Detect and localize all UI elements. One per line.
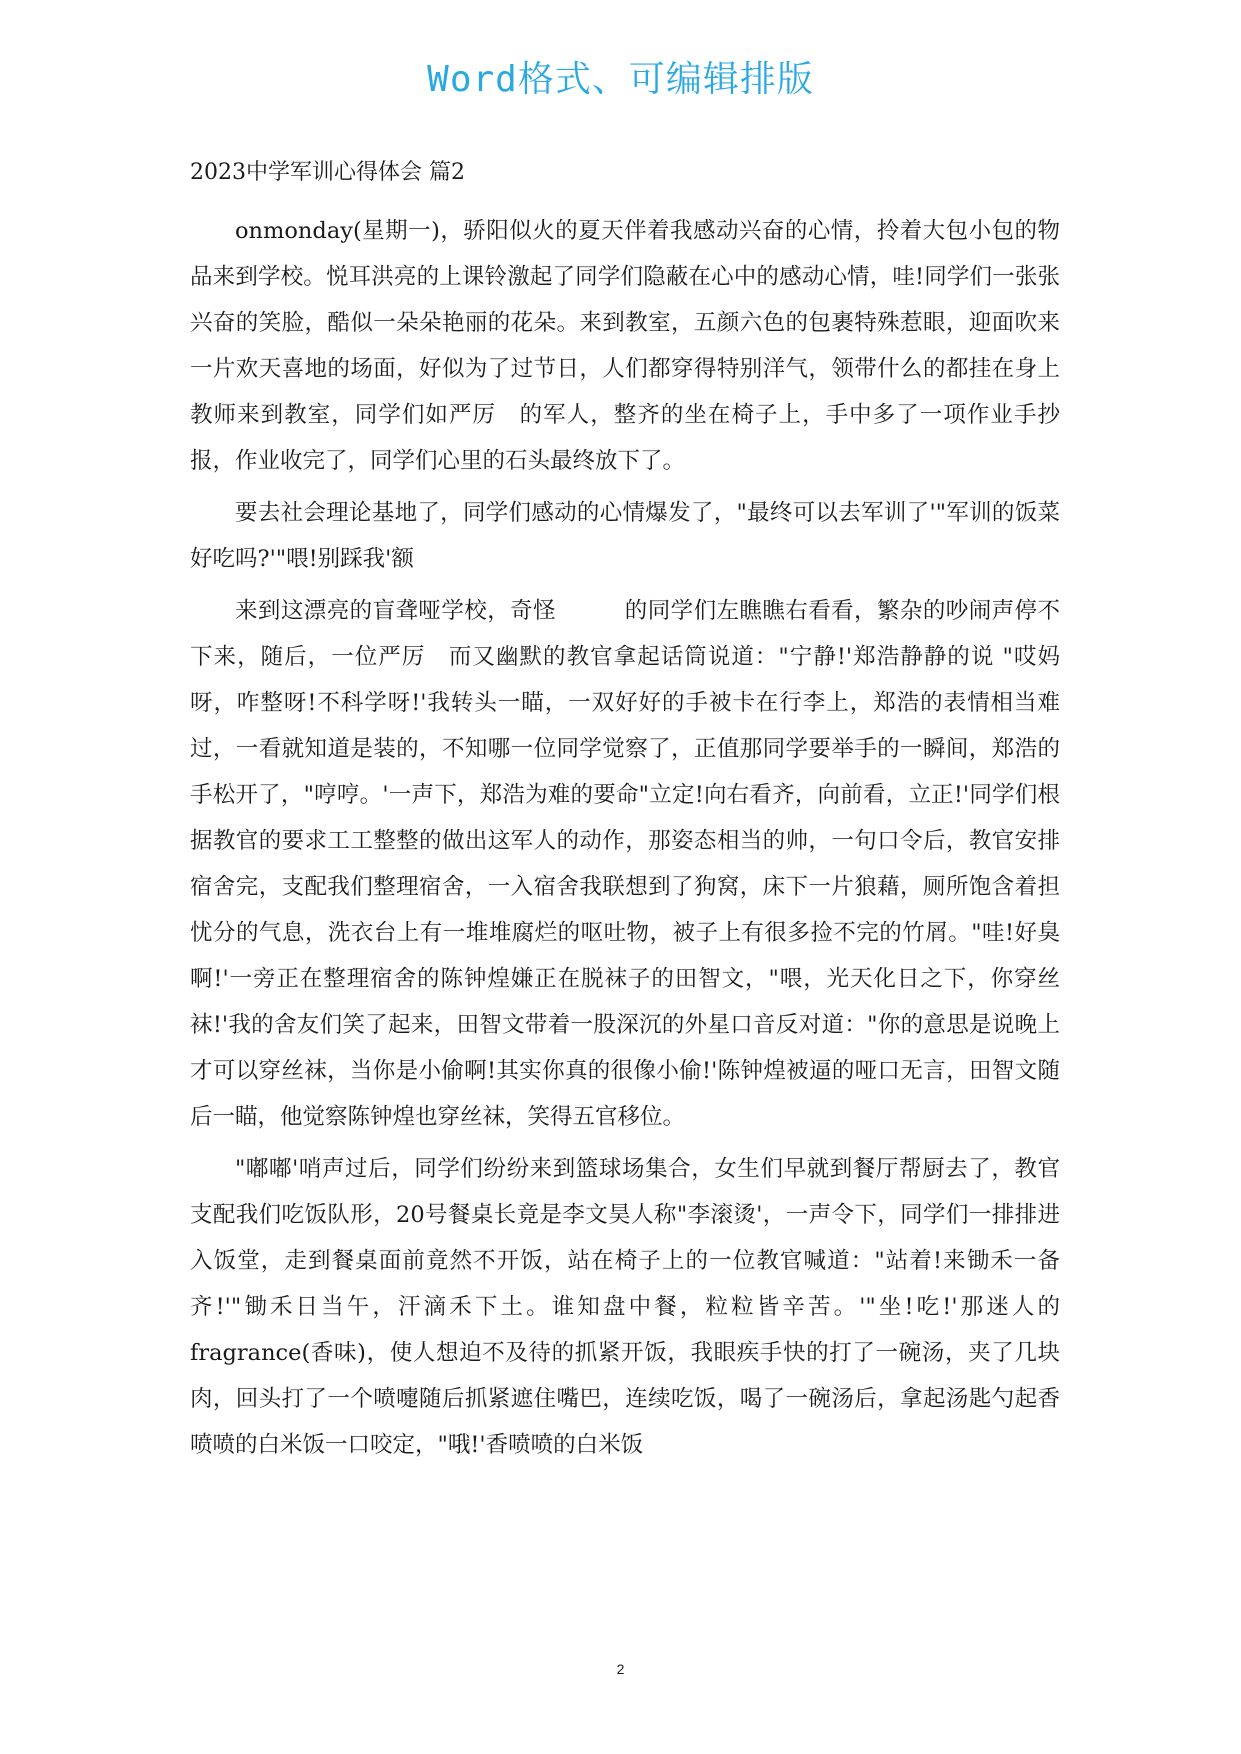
article-body: [190, 208, 1060, 1474]
paragraph-1: onmonday(星期一)，骄阳似火的夏天伴着我感动兴奋的心情，拎着大包小包的物品来到学校。悦耳洪亮的上课铃激起了同学们隐蔽在心中的感动心情，哇!同学们一张张兴奋的笑脸，酷似一朵朵艳丽的花朵。来到教室，五颜六色的包裹特殊惹眼，迎面吹来一片欢天喜地的场面，好似为了过节日，人们都穿得特别洋气，领带什么的都挂在身上教师来到教室，同学们如严厉 的军人，整齐的坐在椅子上，手中多了一项作业手抄报，作业收完了，同学们心里的石头最终放下了。: [190, 218, 1060, 474]
page-number: 2: [616, 1661, 625, 1677]
paragraph-2: 要去社会理论基地了，同学们感动的心情爆发了，"最终可以去军训了'"军训的饭菜好吃吗?'"喂!别踩我'额: [190, 500, 1060, 572]
paragraph-3: 来到这漂亮的盲聋哑学校，奇怪 的同学们左瞧瞧右看看，繁杂的吵闹声停不下来，随后，一位严厉 而又幽默的教官拿起话筒说道："宁静!'郑浩静静的说 "哎妈呀，咋整呀!不科学呀!'我转头一瞄，一双好好的手被卡在行李上，郑浩的表情相当难过，一看就知道是装的，不知哪一位同学觉察了，正值那同学要举手的一瞬间，郑浩的手松开了，"哼哼。'一声下，郑浩为难的要命"立定!向右看齐，向前看，立正!'同学们根据教官的要求工工整整的做出这军人的动作，那姿态相当的帅，一句口令后，教官安排宿舍完，支配我们整理宿舍，一入宿舍我联想到了狗窝，床下一片狼藉，厕所饱含着担忧分的气息，洗衣台上有一堆堆腐烂的呕吐物，被子上有很多捡不完的竹屑。"哇!好臭啊!'一旁正在整理宿舍的陈钟煌嫌正在脱袜子的田智文，"喂，光天化日之下，你穿丝袜!'我的舍友们笑了起来，田智文带着一股深沉的外星口音反对道："你的意思是说晚上才可以穿丝袜，当你是小偷啊!其实你真的很像小偷!'陈钟煌被逼的哑口无言，田智文随后一瞄，他觉察陈钟煌也穿丝袜，笑得五官移位。: [190, 598, 1060, 1130]
article-title: 2023中学军训心得体会 篇2: [190, 160, 465, 185]
paragraph-4: "嘟嘟'哨声过后，同学们纷纷来到篮球场集合，女生们早就到餐厅帮厨去了，教官支配我们吃饭队形，20号餐桌长竟是李文昊人称"李滚烫'，一声令下，同学们一排排进入饭堂，走到餐桌面前竟然不开饭，站在椅子上的一位教官喊道："站着!来锄禾一备齐!'"锄禾日当午，汗滴禾下土。谁知盘中餐，粒粒皆辛苦。'"坐!吃!'那迷人的fragrance(香味)，使人想迫不及待的抓紧开饭，我眼疾手快的打了一碗汤，夹了几块肉，回头打了一个喷嚏随后抓紧遮住嘴巴，连续吃饭，喝了一碗汤后，拿起汤匙勺起香喷喷的白米饭一口咬定，"哦!'香喷喷的白米饭: [190, 1156, 1060, 1458]
format-banner: Word格式、可编辑排版: [427, 59, 814, 100]
